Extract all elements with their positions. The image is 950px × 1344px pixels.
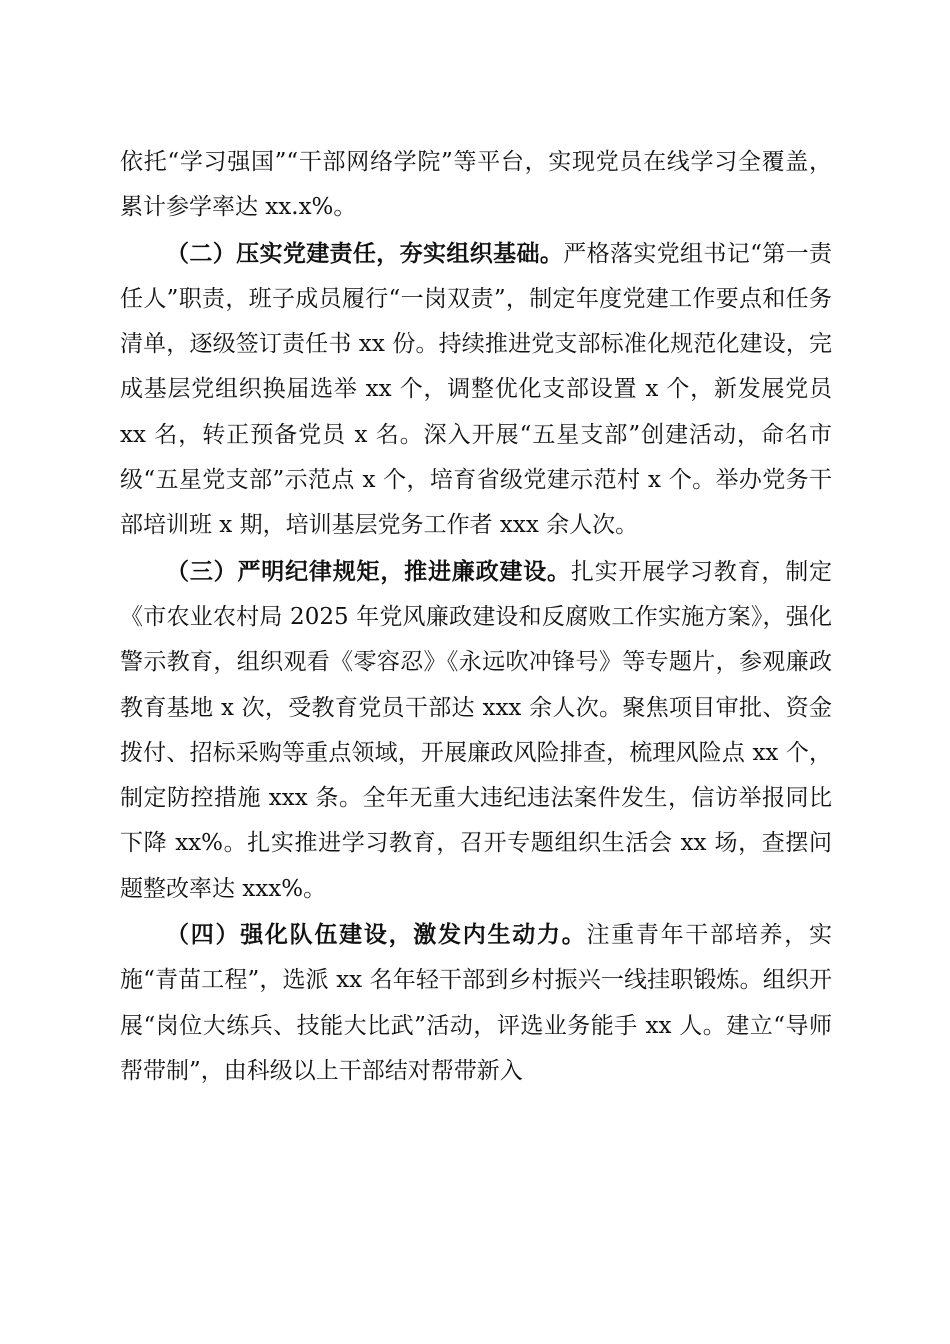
paragraph-body: 扎实开展学习教育，制定《市农业农村局 2025 年党风廉政建设和反腐败工作实施方案》，强化警示教育，组织观看《零容忍》《永远吹冲锋号》等专题片，参观廉政教育基地 x 次，受教育党员干部达 xxx 余人次。聚焦项目审批、资金拨付、招标采购等重点领域，开展廉政风险排查，梳理风险点 xx 个，制定防控措施 xxx 条。全年无重大违纪违法案件发生，信访举报同比下降 xx%。扎实推进学习教育，召开专题组织生活会 xx 场，查摆问题整改率达 xxx%。	[120, 558, 833, 902]
section-heading-2: （二）压实党建责任，夯实组织基础。	[166, 239, 564, 267]
paragraph-discipline	[120, 549, 832, 912]
section-heading-3: （三）严明纪律规矩，推进廉政建设。	[166, 557, 571, 585]
document-body	[120, 140, 832, 1094]
paragraph-body: 严格落实党组书记“第一责任人”职责，班子成员履行“一岗双责”，制定年度党建工作要点和任务清单，逐级签订责任书 xx 份。持续推进党支部标准化规范化建设，完成基层党组织换届选举 xx 个，调整优化支部设置 x 个，新发展党员 xx 名，转正预备党员 x 名。深入开展“五星支部”创建活动，命名市级“五星党支部”示范点 x 个，培育省级党建示范村 x 个。举办党务干部培训班 x 期，培训基层党务工作者 xxx 余人次。	[120, 240, 832, 539]
paragraph-body: 注重青年干部培养，实施“青苗工程”，选派 xx 名年轻干部到乡村振兴一线挂职锻炼。组织开展“岗位大练兵、技能大比武”活动，评选业务能手 xx 人。建立“导师帮带制”，由科级以上干部结对帮带新入	[120, 922, 833, 1084]
paragraph-body: 依托“学习强国”“干部网络学院”等平台，实现党员在线学习全覆盖，累计参学率达 xx.x%。	[120, 149, 832, 221]
paragraph-party-responsibility	[120, 231, 832, 549]
paragraph-team-building	[120, 912, 832, 1094]
paragraph-continuation	[120, 140, 832, 231]
section-heading-4: （四）强化队伍建设，激发内生动力。	[166, 921, 587, 949]
